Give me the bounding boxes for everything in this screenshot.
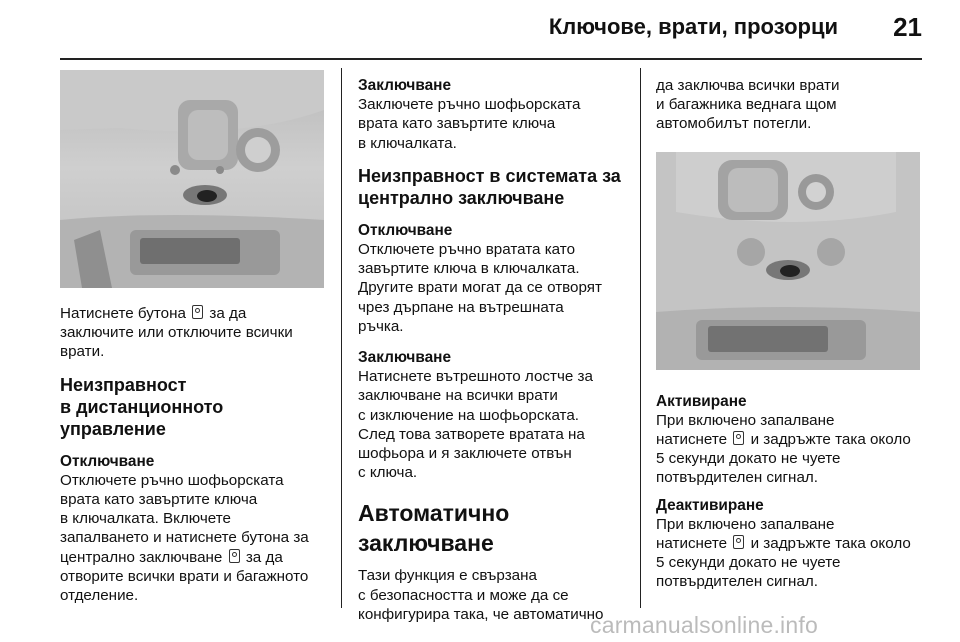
lock-key-icon (229, 549, 240, 563)
heading-line: Автоматично (358, 500, 510, 527)
column-2 (358, 76, 633, 624)
column-1 (60, 70, 330, 605)
text: Натиснете вътрешното лостче за (358, 368, 593, 386)
watermark: carmanualsonline.info (590, 612, 818, 638)
lock-key-icon (192, 305, 203, 319)
text: отворите всички врати и багажното (60, 567, 309, 585)
text: Отключете ръчно шофьорската (60, 471, 284, 489)
subheading-lock: Заключване (358, 77, 452, 94)
para-unlock (60, 471, 330, 605)
console-illustration-2 (656, 152, 920, 370)
text: конфигурира така, че автоматично (358, 605, 604, 623)
subheading-lock-2: Заключване (358, 349, 452, 367)
text: с ключа. (358, 464, 418, 482)
para-unlock-2 (358, 240, 633, 336)
para-deactivate (656, 515, 926, 592)
text: запалването и натиснете бутона за (60, 529, 309, 547)
console-photo-2 (656, 152, 920, 370)
text: заключите или отключите всички (60, 324, 293, 342)
text: с безопасността и може да се (358, 586, 569, 604)
text: и задръжте така около (750, 535, 911, 553)
para-lock (358, 95, 633, 153)
text: Натиснете бутона (60, 305, 186, 322)
text: и задръжте така около (750, 431, 911, 449)
column-3 (656, 76, 926, 592)
text: за да (209, 305, 247, 322)
text: Другите врати могат да се отворят (358, 279, 602, 297)
subheading-activate: Активиране (656, 392, 747, 410)
text: врата като завъртите ключа (60, 491, 258, 509)
text: ръчка. (358, 317, 404, 335)
text: След това затворете вратата на (358, 425, 585, 443)
heading-line: централно заключване (358, 187, 565, 208)
heading-line: Неизправност (60, 374, 187, 395)
para-remote-button (60, 304, 330, 362)
text: шофьора и я заключете отвън (358, 445, 572, 463)
text: Заключете ръчно шофьорската (358, 96, 581, 114)
text: отделение. (60, 587, 139, 605)
text: заключване на всички врати (358, 387, 558, 405)
lock-key-icon (733, 535, 744, 549)
text: Отключете ръчно вратата като (358, 241, 576, 259)
text: за да (245, 548, 283, 566)
subheading-deactivate: Деактивиране (656, 496, 764, 514)
text: При включено запалване (656, 411, 835, 429)
page-header-title: Ключове, врати, прозорци (548, 14, 838, 39)
text: Тази функция е свързана (358, 567, 537, 585)
text: автомобилът потегли. (656, 115, 812, 133)
text: и багажника веднага щом (656, 96, 837, 114)
overhead-console-illustration (60, 70, 324, 288)
heading-central-lock-fault (358, 165, 633, 209)
text: да заключва всички врати (656, 77, 840, 94)
heading-line: в дистанционното управление (60, 396, 224, 439)
overhead-console-photo (60, 70, 324, 288)
para-lock-2 (358, 367, 633, 482)
text: натиснете (656, 431, 728, 449)
text: потвърдителен сигнал. (656, 573, 818, 591)
para-auto-continue (656, 76, 926, 134)
text: с изключение на шофьорската. (358, 406, 580, 424)
text: 5 секунди докато не чуете (656, 450, 841, 468)
text: чрез дърпане на вътрешната (358, 298, 564, 316)
text: в ключалката. Включете (60, 510, 231, 528)
subheading-unlock-2: Отключване (358, 221, 453, 239)
column-divider-2 (640, 68, 641, 608)
subheading-unlock: Отключване (60, 452, 155, 470)
header-divider (60, 58, 922, 60)
text: завъртите ключа в ключалката. (358, 260, 580, 278)
text: 5 секунди докато не чуете (656, 554, 841, 572)
heading-remote-fault (60, 374, 330, 440)
text: При включено запалване (656, 515, 835, 533)
text: натиснете (656, 535, 728, 553)
lock-key-icon (733, 431, 744, 445)
page-number: 21 (893, 12, 922, 42)
text: централно заключване (60, 548, 223, 566)
heading-line: заключване (358, 530, 494, 557)
text: врата като завъртите ключа (358, 115, 556, 133)
text: потвърдителен сигнал. (656, 469, 818, 487)
column-divider-1 (341, 68, 342, 608)
text: врати. (60, 343, 105, 361)
text: в ключалката. (358, 134, 457, 152)
heading-auto-lock (358, 498, 633, 558)
para-activate (656, 411, 926, 488)
heading-line: Неизправност в системата за (358, 165, 621, 186)
